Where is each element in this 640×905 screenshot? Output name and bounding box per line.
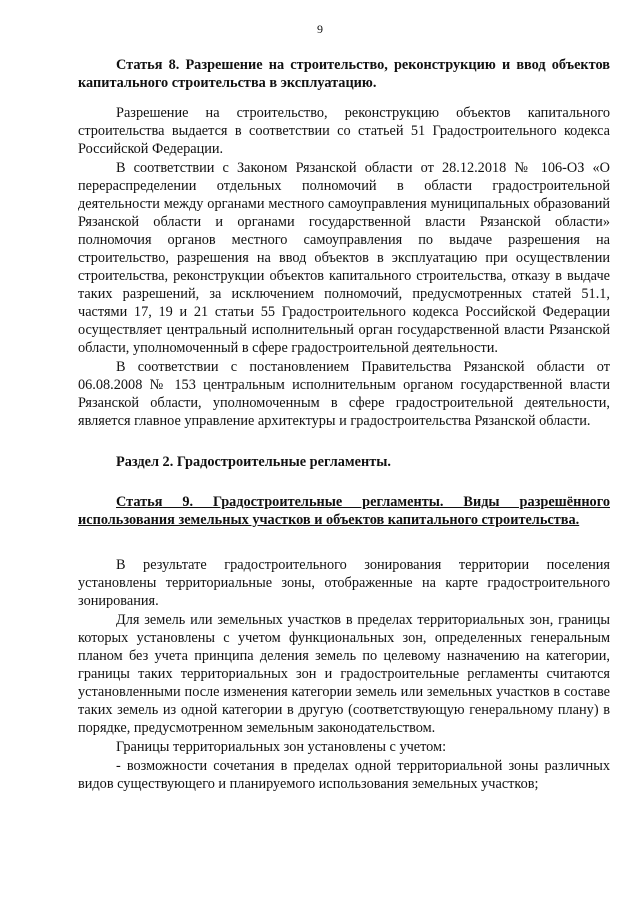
article-9-heading: Статья 9. Градостроительные регламенты. Виды разрешённого использования земельных участков и объектов капитального строительства. (78, 494, 610, 528)
document-body (78, 56, 610, 794)
section-2-heading: Раздел 2. Градостроительные регламенты. (116, 454, 391, 470)
page-number: 9 (317, 22, 323, 36)
article-9-paragraph-4: - возможности сочетания в пределах одной территориальной зоны различных видов существующего и планируемого использования земельных участков; (78, 758, 610, 792)
article-8-paragraph-2: В соответствии с Законом Рязанской области от 28.12.2018 № 106-ОЗ «О перераспределении отдельных полномочий в области градостроительной деятельности между органами местного самоуправления муниципальных образований Рязанской области и органами государственной власти Рязанской области» полномочия органов местного самоуправления по выдаче разрешения на строительство, разрешения на ввод объектов в эксплуатацию при осуществлении строительства, реконструкции объектов капитального строительства, отказу в выдаче таких разрешений, за исключением полномочий, предусмотренных статей 51.1, частями 17, 19 и 21 статьи 55 Градостроительного кодекса Российской Федерации осуществляет центральный исполнительный орган государственной власти Рязанской области, уполномоченный в сфере градостроительной деятельности. (78, 160, 610, 356)
spacer (78, 431, 610, 453)
article-9-paragraph-1: В результате градостроительного зонирования территории поселения установлены территориальные зоны, отображенные на карте градостроительного зонирования. (78, 557, 610, 609)
spacer (78, 541, 610, 556)
article-8-paragraph-3: В соответствии с постановлением Правительства Рязанской области от 06.08.2008 № 153 центральным исполнительным органом государственной власти Рязанской области, уполномоченным в сфере градостроительной деятельности, является главное управление архитектуры и градостроительства Рязанской области. (78, 359, 610, 429)
article-9-paragraph-2: Для земель или земельных участков в пределах территориальных зон, границы которых установлены с учетом функциональных зон, определенных генеральным планом без учета принципа деления земель по целевому назначению на категории, границы таких территориальных зон и градостроительные регламенты считаются установленными после изменения категории земель или земельных участков в составе таких земель из одной категории в другую (соответствующую генеральному плану) в порядке, предусмотренном земельным законодательством. (78, 612, 610, 736)
article-8-paragraph-1: Разрешение на строительство, реконструкцию объектов капитального строительства выдается в соответствии со статьей 51 Градостроительного кодекса Российской Федерации. (78, 105, 610, 157)
article-8-heading: Статья 8. Разрешение на строительство, реконструкцию и ввод объектов капитального строительства в эксплуатацию. (78, 57, 610, 91)
article-9-paragraph-3: Границы территориальных зон установлены с учетом: (116, 739, 447, 755)
